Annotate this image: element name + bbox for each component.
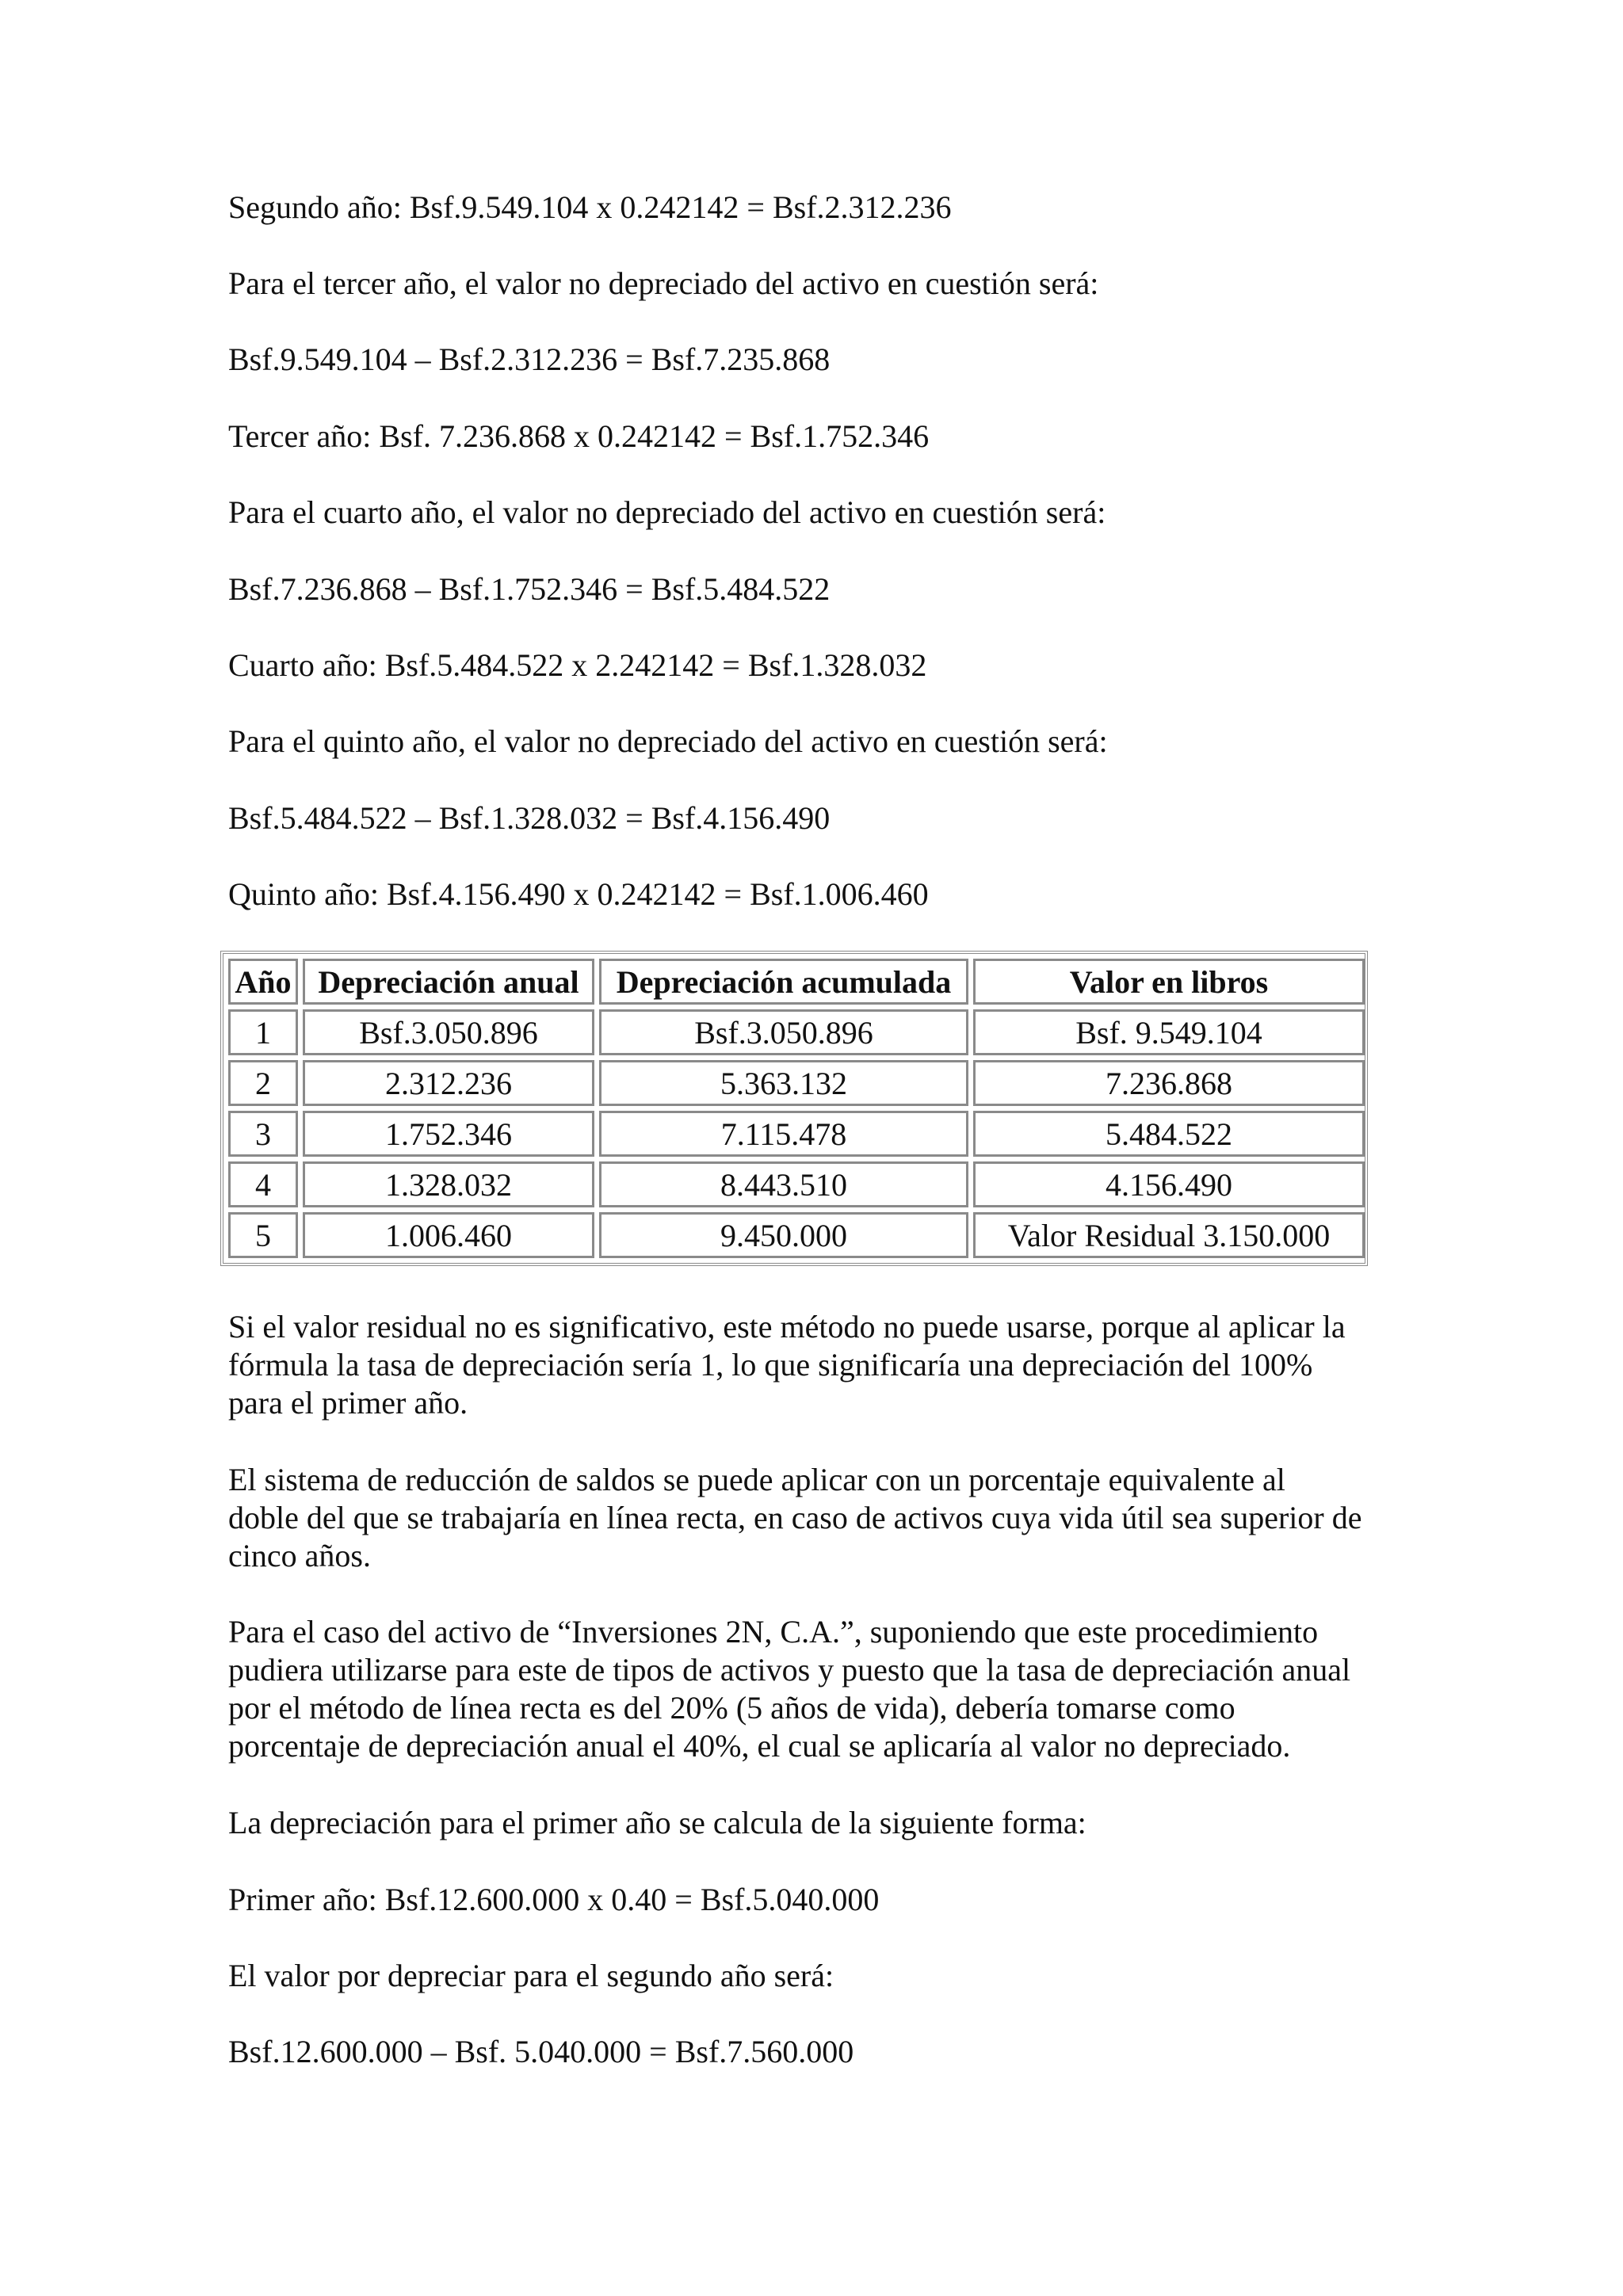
- paragraph: [228, 1613, 1407, 1765]
- paragraph-line: Para el caso del activo de “Inversiones 2N, C.A.”, suponiendo que este procedimiento: [228, 1614, 1319, 1650]
- header-cell: Año: [228, 959, 298, 1005]
- header-cell: Valor en libros: [973, 959, 1365, 1005]
- table-cell: 1.752.346: [303, 1111, 594, 1157]
- table-cell: 7.115.478: [599, 1111, 968, 1157]
- table-cell: 5: [228, 1212, 298, 1258]
- table-cell: 7.236.868: [973, 1060, 1365, 1106]
- table-cell: 3: [228, 1111, 298, 1157]
- paragraph-line: cinco años.: [228, 1538, 371, 1573]
- text-line: Bsf.7.236.868 – Bsf.1.752.346 = Bsf.5.484.522: [228, 571, 831, 607]
- table-cell: 1.006.460: [303, 1212, 594, 1258]
- paragraph: [228, 1308, 1407, 1422]
- paragraph-line: El sistema de reducción de saldos se puede aplicar con un porcentaje equivalente al: [228, 1462, 1285, 1497]
- table-cell: Bsf.3.050.896: [303, 1009, 594, 1055]
- table-cell: 5.484.522: [973, 1111, 1365, 1157]
- table-header-row: [228, 959, 1360, 1005]
- table-cell: 2.312.236: [303, 1060, 594, 1106]
- text-line: La depreciación para el primer año se calcula de la siguiente forma:: [228, 1805, 1086, 1840]
- table-cell: Bsf. 9.549.104: [973, 1009, 1365, 1055]
- table-cell: 1.328.032: [303, 1161, 594, 1207]
- table-cell: 2: [228, 1060, 298, 1106]
- table-row: [228, 1161, 1360, 1207]
- text-line: Bsf.12.600.000 – Bsf. 5.040.000 = Bsf.7.560.000: [228, 2034, 854, 2069]
- text-line: Segundo año: Bsf.9.549.104 x 0.242142 = Bsf.2.312.236: [228, 189, 952, 225]
- text-line: Quinto año: Bsf.4.156.490 x 0.242142 = Bsf.1.006.460: [228, 876, 929, 912]
- table-cell: 9.450.000: [599, 1212, 968, 1258]
- text-line: Primer año: Bsf.12.600.000 x 0.40 = Bsf.5.040.000: [228, 1882, 880, 1917]
- text-line: Para el cuarto año, el valor no depreciado del activo en cuestión será:: [228, 494, 1106, 530]
- text-line: El valor por depreciar para el segundo año será:: [228, 1958, 834, 1993]
- text-line: Bsf.5.484.522 – Bsf.1.328.032 = Bsf.4.156.490: [228, 800, 831, 836]
- text-line: Cuarto año: Bsf.5.484.522 x 2.242142 = Bsf.1.328.032: [228, 647, 927, 683]
- table-row: [228, 1111, 1360, 1157]
- table-row: [228, 1212, 1360, 1258]
- table-cell: 1: [228, 1009, 298, 1055]
- paragraph-line: para el primer año.: [228, 1385, 468, 1421]
- table-row: [228, 1060, 1360, 1106]
- table-cell: 4.156.490: [973, 1161, 1365, 1207]
- table-row: [228, 1009, 1360, 1055]
- paragraph-line: por el método de línea recta es del 20% (5 años de vida), debería tomarse como: [228, 1690, 1235, 1726]
- text-line: Bsf.9.549.104 – Bsf.2.312.236 = Bsf.7.235.868: [228, 341, 831, 377]
- header-cell: Depreciación anual: [303, 959, 594, 1005]
- paragraph-line: Si el valor residual no es significativo, este método no puede usarse, porque al aplicar la: [228, 1309, 1346, 1344]
- paragraph-line: fórmula la tasa de depreciación sería 1, lo que significaría una depreciación del 100%: [228, 1347, 1313, 1383]
- text-line: Tercer año: Bsf. 7.236.868 x 0.242142 = Bsf.1.752.346: [228, 418, 930, 454]
- table-cell: Valor Residual 3.150.000: [973, 1212, 1365, 1258]
- table-cell: 8.443.510: [599, 1161, 968, 1207]
- text-line: Para el tercer año, el valor no depreciado del activo en cuestión será:: [228, 265, 1099, 301]
- table-cell: 4: [228, 1161, 298, 1207]
- paragraph-line: pudiera utilizarse para este de tipos de activos y puesto que la tasa de depreciación anual: [228, 1652, 1351, 1688]
- header-cell: Depreciación acumulada: [599, 959, 968, 1005]
- text-line: Para el quinto año, el valor no depreciado del activo en cuestión será:: [228, 723, 1108, 759]
- table-cell: 5.363.132: [599, 1060, 968, 1106]
- table-cell: Bsf.3.050.896: [599, 1009, 968, 1055]
- depreciation-table: [220, 951, 1368, 1266]
- paragraph-line: porcentaje de depreciación anual el 40%, el cual se aplicaría al valor no depreciado.: [228, 1728, 1291, 1764]
- paragraph: [228, 1461, 1407, 1575]
- paragraph-line: doble del que se trabajaría en línea recta, en caso de activos cuya vida útil sea superior de: [228, 1500, 1362, 1535]
